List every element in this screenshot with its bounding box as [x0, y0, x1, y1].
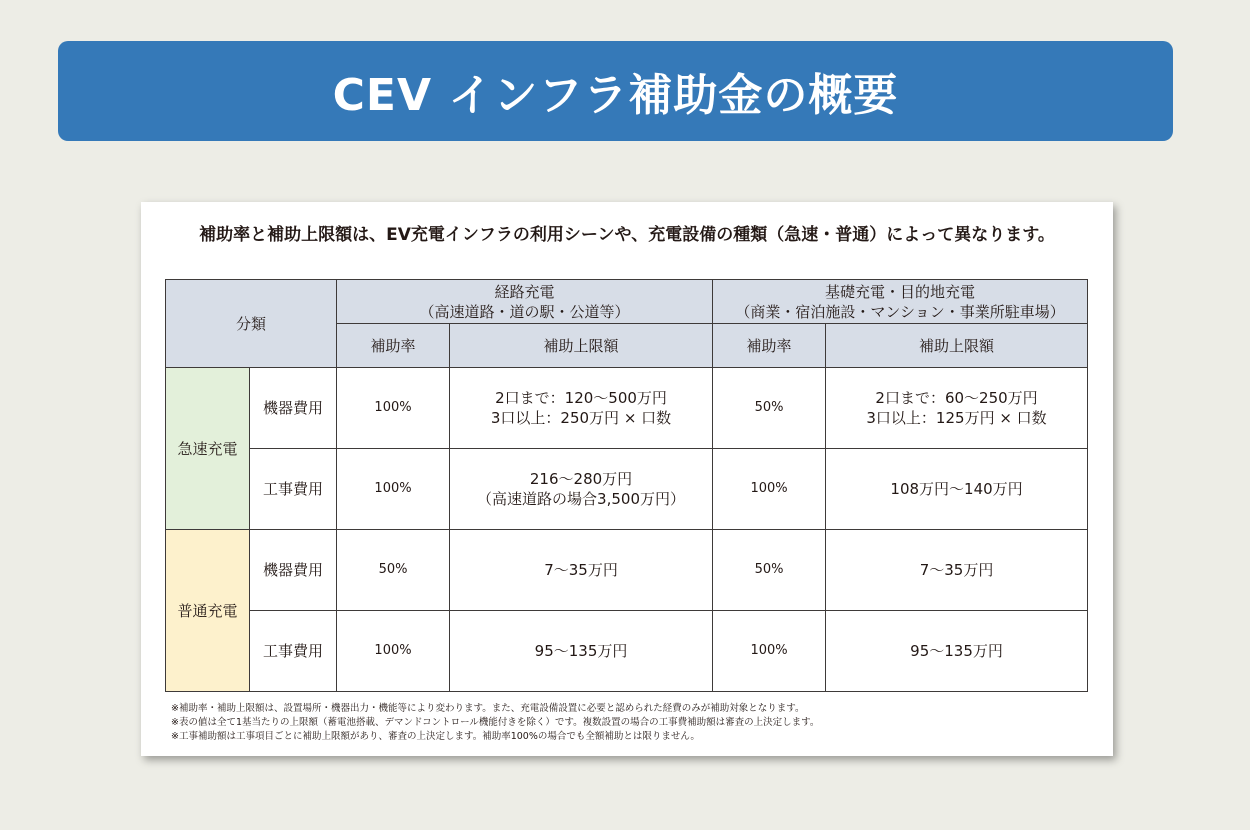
fast-charging-label: 急速充電 [166, 368, 250, 530]
category-header: 分類 [166, 280, 337, 368]
route-limit-cell [450, 449, 713, 530]
footnotes [171, 702, 1101, 744]
table-header-row [166, 280, 1088, 324]
footnote: ※工事補助額は工事項目ごとに補助上限額があり、審査の上決定します。補助率100%の場合でも全額補助とは限りません。 [171, 731, 700, 742]
route-limit-line: （高速道路の場合3,500万円） [477, 490, 685, 508]
base-limit-cell [826, 368, 1088, 449]
cost-type-label: 工事費用 [250, 611, 337, 692]
footnote: ※表の値は全て1基当たりの上限額（蓄電池搭載、デマンドコントロール機能付きを除く）です。複数設置の場合の工事費補助額は審査の上決定します。 [171, 717, 820, 728]
route-rate-header: 補助率 [337, 324, 450, 368]
route-rate-cell: 100% [337, 611, 450, 692]
base-rate-header: 補助率 [713, 324, 826, 368]
route-limit-header: 補助上限額 [450, 324, 713, 368]
route-charging-name: 経路充電 [494, 282, 555, 301]
route-rate-cell: 100% [337, 449, 450, 530]
route-limit-cell [450, 368, 713, 449]
base-charging-sub: （商業・宿泊施設・マンション・事業所駐車場） [735, 302, 1065, 321]
route-limit-line: 3口以上：250万円 × 口数 [490, 409, 672, 427]
base-charging-name: 基礎充電・目的地充電 [825, 282, 976, 301]
footnote: ※補助率・補助上限額は、設置場所・機器出力・機能等により変わります。また、充電設備設置に必要と認められた経費のみが補助対象となります。 [171, 703, 805, 714]
base-limit-line: 2口まで：60～250万円 [875, 389, 1038, 407]
intro-text: 補助率と補助上限額は、EV充電インフラの利用シーンや、充電設備の種類（急速・普通）によって異なります。 [199, 225, 1055, 245]
route-limit-cell: 95～135万円 [450, 611, 713, 692]
cost-type-label: 工事費用 [250, 449, 337, 530]
route-rate-cell: 50% [337, 530, 450, 611]
cost-type-label: 機器費用 [250, 530, 337, 611]
route-limit-line: 216～280万円 [529, 470, 633, 488]
base-limit-cell: 108万円～140万円 [826, 449, 1088, 530]
normal-charging-label: 普通充電 [166, 530, 250, 692]
base-rate-cell: 100% [713, 611, 826, 692]
table-row [166, 368, 1088, 449]
base-rate-cell: 50% [713, 368, 826, 449]
route-limit-cell: 7～35万円 [450, 530, 713, 611]
subsidy-table [165, 279, 1088, 692]
base-limit-line: 3口以上：125万円 × 口数 [866, 409, 1047, 427]
title-banner [58, 41, 1173, 141]
base-limit-header: 補助上限額 [826, 324, 1088, 368]
route-rate-cell: 100% [337, 368, 450, 449]
route-charging-header [337, 280, 713, 324]
table-row [166, 449, 1088, 530]
route-limit-line: 2口まで：120～500万円 [495, 389, 667, 407]
table-row [166, 611, 1088, 692]
summary-card [141, 202, 1113, 756]
route-charging-sub: （高速道路・道の駅・公道等） [419, 302, 630, 321]
base-rate-cell: 50% [713, 530, 826, 611]
base-limit-cell: 7～35万円 [826, 530, 1088, 611]
base-limit-cell: 95～135万円 [826, 611, 1088, 692]
cost-type-label: 機器費用 [250, 368, 337, 449]
page-title: CEV インフラ補助金の概要 [332, 70, 899, 121]
base-charging-header [713, 280, 1088, 324]
table-row [166, 530, 1088, 611]
base-rate-cell: 100% [713, 449, 826, 530]
